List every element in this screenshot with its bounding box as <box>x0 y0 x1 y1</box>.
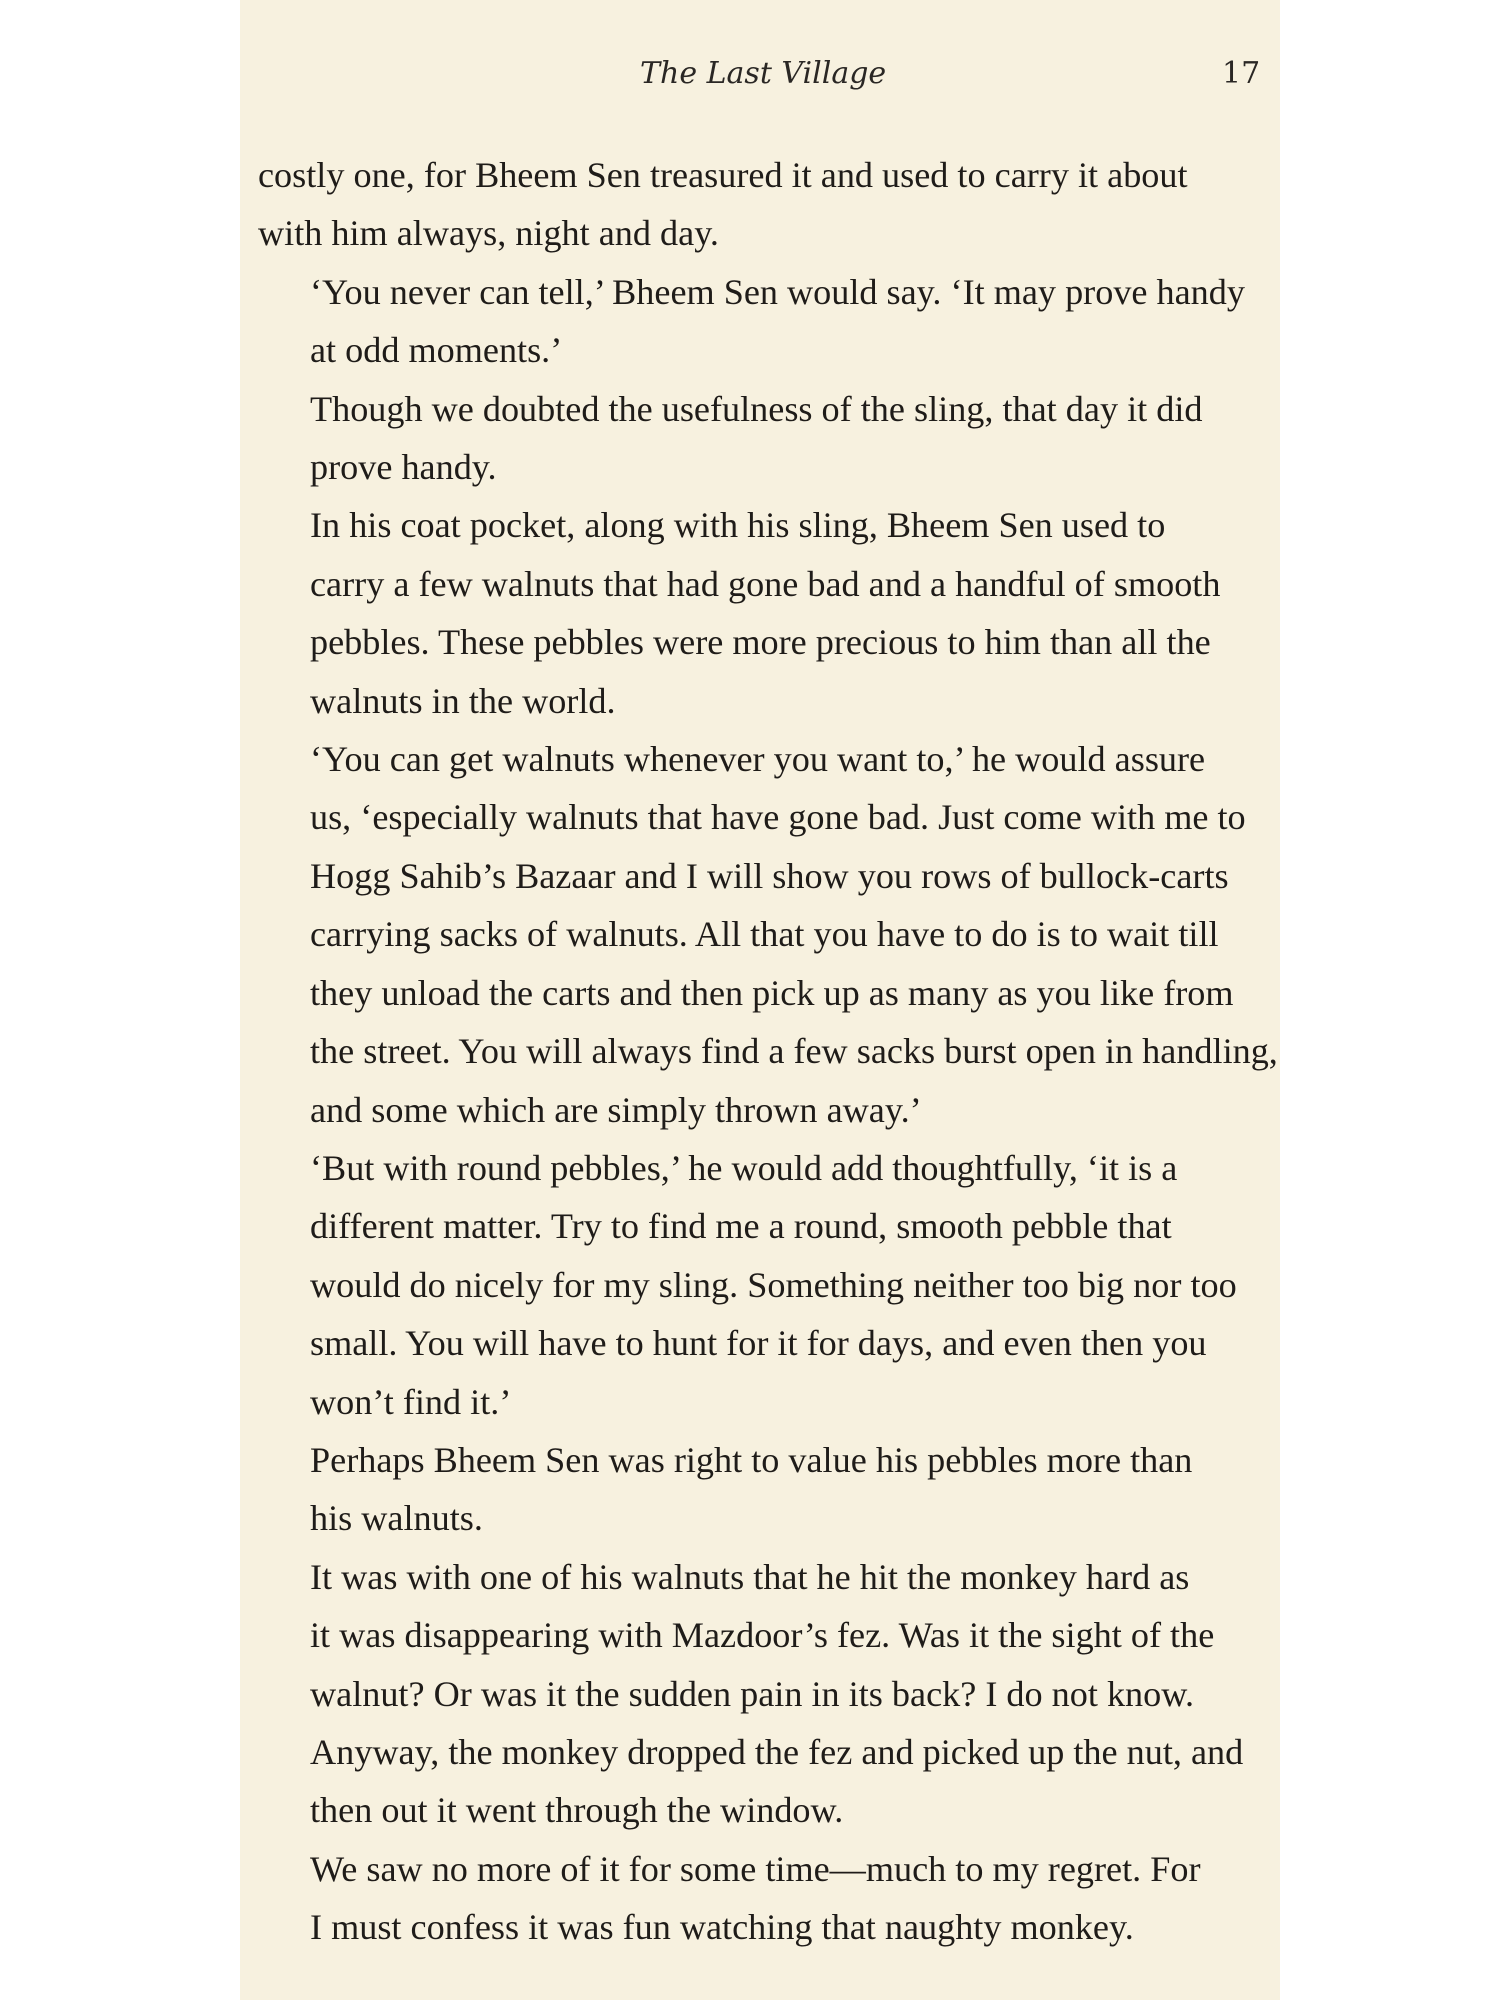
paragraph <box>258 1840 1268 1957</box>
running-title: The Last Village <box>640 56 887 91</box>
text-line: pebbles. These pebbles were more precious to him than all the <box>310 622 1211 663</box>
text-line: Hogg Sahib’s Bazaar and I will show you rows of bullock-carts <box>310 855 1229 896</box>
text-line: at odd moments.’ <box>310 330 563 371</box>
running-head <box>240 52 1280 102</box>
text-line: ‘But with round pebbles,’ he would add thoughtfully, ‘it is a <box>310 1147 1178 1188</box>
text-line: Though we doubted the usefulness of the sling, that day it did <box>310 388 1203 429</box>
paragraph <box>258 1139 1268 1431</box>
text-line: I must confess it was fun watching that naughty monkey. <box>310 1907 1134 1948</box>
text-line: different matter. Try to find me a round, smooth pebble that <box>310 1206 1172 1247</box>
paragraph <box>258 496 1268 730</box>
text-line: It was with one of his walnuts that he hit the monkey hard as <box>310 1556 1190 1597</box>
text-line: would do nicely for my sling. Something neither too big nor too <box>310 1264 1237 1305</box>
text-line: carrying sacks of walnuts. All that you have to do is to wait till <box>310 914 1219 955</box>
text-line: ‘You can get walnuts whenever you want to,’ he would assure <box>310 739 1206 780</box>
text-line: We saw no more of it for some time—much to my regret. For <box>310 1848 1201 1889</box>
page-number: 17 <box>1222 56 1261 91</box>
text-line: then out it went through the window. <box>310 1790 844 1831</box>
book-page <box>240 0 1280 2000</box>
paragraph <box>258 1548 1268 1840</box>
text-line: with him always, night and day. <box>258 213 719 254</box>
body-text <box>258 146 1278 1957</box>
paragraph <box>258 380 1268 497</box>
text-line: us, ‘especially walnuts that have gone bad. Just come with me to <box>310 797 1246 838</box>
text-line: small. You will have to hunt for it for days, and even then you <box>310 1323 1207 1364</box>
text-line: and some which are simply thrown away.’ <box>310 1089 922 1130</box>
text-line: they unload the carts and then pick up as many as you like from <box>310 972 1234 1013</box>
paragraph <box>258 263 1268 380</box>
text-line: ‘You never can tell,’ Bheem Sen would say. ‘It may prove handy <box>310 271 1245 312</box>
paragraph <box>258 146 1268 263</box>
text-line: walnut? Or was it the sudden pain in its back? I do not know. <box>310 1673 1195 1714</box>
text-line: carry a few walnuts that had gone bad and a handful of smooth <box>310 563 1221 604</box>
paragraph <box>258 1431 1268 1548</box>
text-line: prove handy. <box>310 447 497 488</box>
text-line: his walnuts. <box>310 1498 483 1539</box>
paragraph <box>258 730 1278 1139</box>
text-line: it was disappearing with Mazdoor’s fez. Was it the sight of the <box>310 1615 1215 1656</box>
text-line: the street. You will always find a few sacks burst open in handling, <box>310 1031 1278 1072</box>
text-line: In his coat pocket, along with his sling, Bheem Sen used to <box>310 505 1166 546</box>
text-line: costly one, for Bheem Sen treasured it and used to carry it about <box>258 155 1188 195</box>
text-line: walnuts in the world. <box>310 680 616 721</box>
text-line: Perhaps Bheem Sen was right to value his pebbles more than <box>310 1439 1193 1480</box>
text-line: Anyway, the monkey dropped the fez and picked up the nut, and <box>310 1731 1244 1772</box>
text-line: won’t find it.’ <box>310 1381 512 1422</box>
